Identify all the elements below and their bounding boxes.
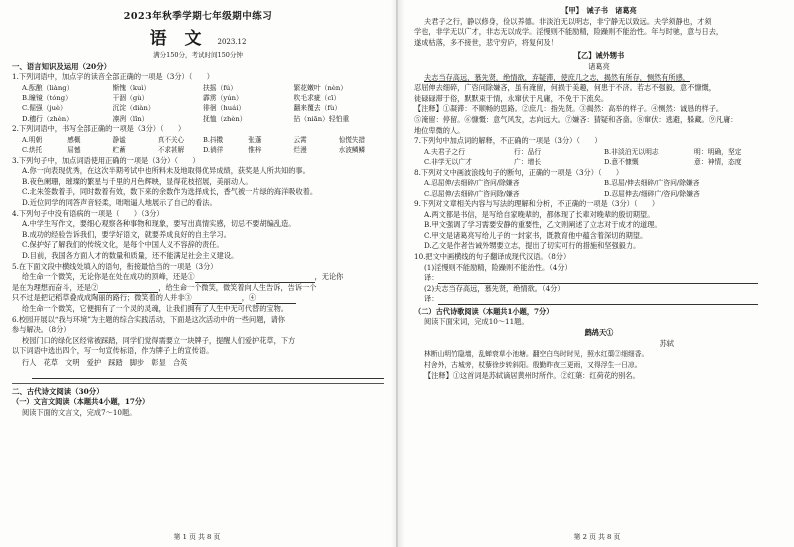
q2-option: 静谧 bbox=[112, 135, 126, 144]
q7-option: A.夫君子之行 bbox=[424, 147, 466, 156]
question-3: 3.下列句子中，加点词语使用正确的一项是（3分）（ ） bbox=[12, 155, 200, 165]
q2-option: C.烘托 bbox=[22, 146, 43, 155]
q1-option: 霹雳（yún） bbox=[203, 94, 243, 102]
q8-option: B.忍屈/伸去细碎/广咨问/除嫌吝 bbox=[604, 179, 700, 188]
annotation: 【注释】①凝滞：不顺畅的思路。②庶几：指先贤。③揭然：高举的样子。④恻然：诚恳的样子。 bbox=[414, 104, 724, 114]
q2-option: 感概 bbox=[67, 135, 81, 144]
section-rule bbox=[12, 383, 384, 384]
q5-passage-line: 给生命一个微笑，无论你是在处在成功的顶峰，还是① ，无论你 bbox=[22, 272, 344, 282]
question-5: 5.在下面文段中横线处填入的语句，衔接最恰当的一项是（3分） bbox=[12, 261, 218, 271]
section-heading: 一、语言知识及运用（20分） bbox=[12, 62, 111, 71]
q3-option-c: C.北朱签数着手，同时数着有效，数下来的余数作为选择成长，香气被一片绿的海洋吸收着。 bbox=[22, 187, 318, 197]
q3-option-b: B.夜色阑珊，璀璨的繁星与千里的月色辉映，显得花枝招展，美丽动人。 bbox=[22, 176, 253, 186]
page-footer: 第 1 页 共 8 页 bbox=[173, 533, 221, 541]
q7-option: 广：增长 bbox=[514, 158, 542, 167]
q8-options bbox=[414, 178, 784, 199]
q7-option: 明：明确，坚定 bbox=[694, 147, 742, 156]
q7-options bbox=[414, 147, 784, 168]
translation-line[interactable]: 译： bbox=[414, 294, 784, 305]
poem-title: 鹧鸪天① bbox=[584, 328, 614, 338]
poem-annotation: 【注释】①这首词是苏轼谪居黄州时所作。②红蕖：红荷花的别名。 bbox=[424, 371, 640, 381]
question-6-cont: 参与解决。（8分） bbox=[12, 325, 71, 335]
question-2: 2.下列词语中，书写全部正确的一项是（3分）（ ） bbox=[12, 124, 186, 134]
reading-instruction: 阅读下面的文言文，完成7～10题。 bbox=[22, 407, 137, 417]
annotation: ⑤淹留：停留。⑥慷慨：意气风发，志向远大。⑦嫌吝：猜疑和吝啬。⑧窜伏：逃避，躲藏。⑨凡庸： bbox=[414, 114, 738, 124]
exam-title: 2023年秋季学期七年级期中练习 bbox=[123, 11, 273, 22]
q6-word-bank: 行人 花草 文明 爱护 踩踏 脚步 彰显 合英 bbox=[22, 357, 188, 367]
q9-option-a: A.两文都是书信，是写给自家晚辈的，都体现了长辈对晚辈的殷切期望。 bbox=[424, 209, 655, 219]
q7-option: 行：品行 bbox=[514, 147, 542, 156]
q7-option: C.非学无以广才 bbox=[424, 158, 472, 167]
q4-option-c: C.保护好了解我们的传统文化，是每个中国人义不容辞的责任。 bbox=[22, 240, 224, 250]
section-subheading: （一）文言文阅读（本题共4小题，17分） bbox=[12, 396, 150, 406]
q1-option: 扶摇（fú） bbox=[203, 83, 238, 92]
q2-option: 惊慌失措 bbox=[338, 135, 366, 144]
reading-instruction: 阅读下面宋词，完成10～11题。 bbox=[424, 317, 529, 327]
passage-b-title: 【乙】诫外甥书 bbox=[573, 51, 625, 61]
section-heading: 二、古代诗文阅读（30分） bbox=[12, 386, 104, 396]
q1-option: 吹毛求疵（cī） bbox=[293, 94, 341, 102]
right-page bbox=[400, 0, 794, 547]
answer-line[interactable] bbox=[32, 369, 384, 379]
poem-line: 林断山明竹隐墙，乱蝉衰草小池塘。翻空白鸟时时见，照水红蕖②细细香。 bbox=[424, 350, 649, 359]
q1-option: 繁花嫩叶（nèn） bbox=[293, 83, 348, 92]
q5-passage-line: 给生命一个微笑，它便拥有了一个灵的灵魂，让我们拥有了人生中无可代替的宝物。 bbox=[22, 303, 288, 313]
q6-prompt: 校园门口的绿化区经常被踩踏，同学们觉得需要立一块牌子，提醒人们爱护花草，下方 bbox=[22, 335, 296, 345]
page-footer: 第 2 页 共 8 页 bbox=[573, 533, 621, 541]
q4-option-d: D.目前，我国各方面人才的数量和质量，还不能满足社会主义建设。 bbox=[22, 250, 239, 260]
q1-option: 沉淀（diàn） bbox=[112, 104, 155, 113]
q1-option: D.穗行（zhèn） bbox=[22, 114, 73, 123]
q2-option: 张蓬 bbox=[248, 135, 262, 144]
question-7: 7.下列句中加点词的解释，不正确的一项是（3分）（ ） bbox=[414, 136, 602, 146]
question-8: 8.下列对文中画波浪线句子的断句，正确的一项是（3分）（ ） bbox=[414, 167, 624, 177]
q9-option-c: C.甲文是诸葛亮写给儿子的一封家书，既教育他中蕴含着深切的期望。 bbox=[424, 230, 648, 240]
q8-option: C.忍屈伸/去细碎/广咨问除/嫌吝 bbox=[424, 189, 520, 198]
q2-option: 不求甚解 bbox=[157, 146, 185, 155]
q7-option: D.意不慷慨 bbox=[604, 158, 639, 167]
q3-option-a: A.你一向表现优秀，在这次半期考试中也所料未及地取得优异成绩，获奖是人所共知的事。 bbox=[22, 166, 310, 176]
question-6: 6.校园开展以“我与环境”为主题的综合实践活动，下面是这次活动中的一些问题，请你 bbox=[12, 314, 285, 324]
q4-option-b: B.成功的经验告诉我们，要学好语文，就要养成良好的自主学习。 bbox=[22, 229, 231, 239]
q1-option: 翻来覆去（fù） bbox=[293, 104, 342, 113]
q2-option: 水波鳞鳞 bbox=[338, 146, 366, 155]
q10-sentence-2: (2)夫志当存高远，慕先贤，绝情欲。（4分） bbox=[424, 283, 565, 293]
question-9: 9.下列对文章相关内容与写法的理解和分析，不正确的一项是（3分）（ ） bbox=[414, 198, 660, 208]
question-4: 4.下列句子中没有语病的一项是（ ）（3分） bbox=[12, 208, 164, 218]
q9-option-d: D.乙文是作者告诫外甥要立志，提出了切实可行的措施和坚强毅力。 bbox=[424, 241, 641, 251]
q9-option-b: B.甲文强调了学习需要安静的重要性，乙文则阐述了立志对于成才的道理。 bbox=[424, 220, 662, 230]
annotation: 地位卑微的人。 bbox=[414, 125, 465, 135]
q2-option: D.徜徉 bbox=[203, 146, 224, 155]
q8-option: D.忍屈伸去/细碎广/咨问/除嫌吝 bbox=[604, 189, 700, 198]
passage-b-line: 忍屈伸去细碎，广咨问除嫌吝，虽有淹留，何损于美趣，何患于不济。若志不强毅，意不慷慨， bbox=[414, 83, 716, 93]
passage-b-line: 夫志当存高远，慕先贤，绝情欲，弃疑滞，使庶几之志，揭然有所存，恻然有所感， bbox=[424, 72, 690, 82]
q4-option-a: A.中学生写作文，要细心观察各种事物和现象，要写出真情实感，切忌不要胡编乱造。 bbox=[22, 219, 296, 229]
q7-option: B.非淡泊无以明志 bbox=[604, 147, 659, 156]
q10-sentence-1: (1)淫慢则不能励精，险躁则不能治性。（4分） bbox=[424, 262, 572, 272]
question-1: 1.下列词语中，加点字的读音全部正确的一项是（3分）（ ） bbox=[12, 72, 214, 81]
q1-option: 凛冽（lǐn） bbox=[112, 114, 149, 123]
q2-option: 屈憾 bbox=[67, 146, 81, 155]
q2-option: 贮蓄 bbox=[112, 146, 126, 155]
q3-option-d: D.近位同学的同答声音轻柔，咄咄逼人地展示了自己的看法。 bbox=[22, 198, 217, 207]
q1-options bbox=[12, 83, 384, 125]
left-page bbox=[0, 0, 394, 547]
q8-option: A.忍屈伸/去细碎/广咨问/除嫌吝 bbox=[424, 179, 520, 188]
poem-line: 村舍外，古城旁，杖藜徐步转斜阳。殷勤昨夜三更雨，又得浮生一日凉。 bbox=[424, 361, 642, 370]
poem-author: 苏轼 bbox=[659, 338, 674, 348]
q1-option: B.瞳镜（tóng） bbox=[22, 94, 72, 102]
page-divider bbox=[396, 0, 398, 547]
exam-meta: 满分150分，考试时间150分钟 bbox=[153, 51, 243, 59]
q1-option: 干涸（gù） bbox=[112, 94, 149, 102]
q5-passage-line: 是在为理想而奋斗，还是② ，给生命一个微笑，微笑着向人生告诉，告诉一个 bbox=[12, 282, 317, 292]
translation-line[interactable]: 译： bbox=[414, 273, 784, 284]
q7-option: 意：神情，态度 bbox=[694, 158, 742, 167]
q2-options bbox=[12, 135, 384, 156]
section-subheading: （二）古代诗歌阅读（本题共1小题，7分） bbox=[414, 306, 554, 316]
subject-row bbox=[12, 24, 384, 49]
q2-option: 惟梓 bbox=[248, 146, 262, 155]
q1-option: C.倔强（juè） bbox=[22, 104, 67, 113]
subject-title: 语 文 bbox=[149, 29, 208, 49]
q2-option: B.抖擞 bbox=[203, 135, 224, 144]
q2-option: 真不关心 bbox=[157, 135, 185, 144]
passage-a-title: 【甲】 诫子书 诸葛亮 bbox=[561, 6, 637, 15]
q1-option: 惭愧（kuì） bbox=[112, 83, 151, 92]
q1-option: 拈（niān）轻怕重 bbox=[293, 114, 350, 123]
exam-date: 2023.12 bbox=[217, 38, 247, 46]
question-10: 10.把文中画横线的句子翻译成现代汉语。（8分） bbox=[414, 251, 571, 261]
passage-a-line: 学也，非学无以广才，非志无以成学。淫慢则不能励精，险躁则不能治性。年与时驰，意与日去， bbox=[414, 27, 724, 37]
q5-passage-line: 只不过是把记稻草叠成成陶丽的路行；微笑着的人并非③ ，④ bbox=[12, 293, 384, 304]
passage-a-line: 遂成枯落，多不接世，悲守穷庐，将复何及！ bbox=[414, 37, 558, 47]
passage-b-line: 徒碌碌滞于俗，默默束于情，永窜伏于凡庸，不免于下流矣。 bbox=[414, 93, 609, 103]
q6-prompt: 以下词语中选出四个，写一句宣传标语，作为牌子上的宣传语。 bbox=[12, 346, 214, 356]
passage-b-author: 诸葛亮 bbox=[588, 61, 610, 71]
passage-a-line: 夫君子之行，静以修身，俭以养德。非淡泊无以明志，非宁静无以致远。夫学须静也，才须 bbox=[424, 16, 712, 26]
q2-option: 烂漫 bbox=[293, 146, 307, 155]
q1-option: A.酝酿（liàng） bbox=[22, 83, 74, 92]
q1-option: 抚恤（zhèn） bbox=[203, 114, 247, 123]
q1-option: 徘徊（huái） bbox=[203, 104, 246, 113]
q2-option: 云霄 bbox=[293, 135, 307, 144]
q2-option: A.明朝 bbox=[22, 135, 43, 144]
